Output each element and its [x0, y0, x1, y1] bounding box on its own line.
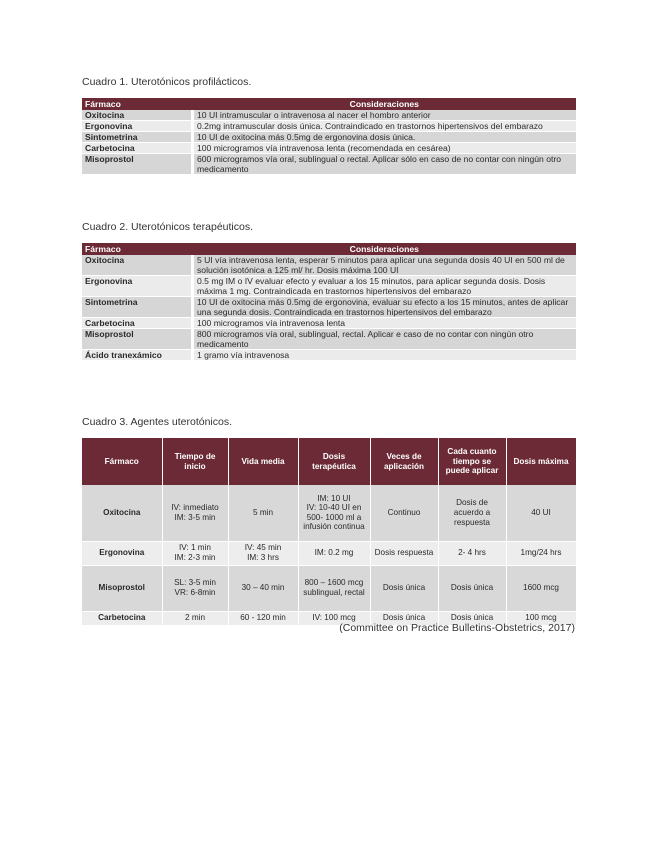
table-cell: 1mg/24 hrs — [506, 541, 576, 565]
table-cell: Dosis única — [370, 611, 438, 625]
table-row — [82, 329, 576, 350]
table-cell: Dosis única — [438, 611, 506, 625]
cell-farmaco: Sintometrina — [82, 297, 193, 318]
table-row — [82, 143, 576, 154]
table-cell: Dosis única — [370, 565, 438, 611]
cell-consideraciones: 0.2mg intramuscular dosis única. Contraindicado en trastornos hipertensivos del embarazo — [193, 121, 577, 132]
table-row — [82, 276, 576, 297]
cuadro1-table — [82, 98, 576, 175]
cuadro3-caption: Cuadro 3. Agentes uterotónicos. — [82, 416, 233, 428]
cell-farmaco: Ácido tranexámico — [82, 350, 193, 361]
header-vida-media: Vida media — [228, 438, 298, 485]
cell-consideraciones: 100 microgramos vía intravenosa lenta — [193, 318, 577, 329]
table-cell: 60 - 120 min — [228, 611, 298, 625]
cell-farmaco: Misoprostol — [82, 154, 193, 175]
cell-consideraciones: 100 microgramos vía intravenosa lenta (recomendada en cesárea) — [193, 143, 577, 154]
cell-farmaco: Ergonovina — [82, 121, 193, 132]
table-cell: Ergonovina — [82, 541, 162, 565]
table-cell: 2 min — [162, 611, 228, 625]
table-row — [82, 565, 576, 611]
table-cell: 40 UI — [506, 485, 576, 541]
table-row — [82, 255, 576, 276]
table-cell: 5 min — [228, 485, 298, 541]
cell-consideraciones: 5 UI vía intravenosa lenta, esperar 5 minutos para aplicar una segunda dosis 40 UI en 500 ml de solución isotónica a 125 ml/ hr. Dosis máxima 100 UI — [193, 255, 577, 276]
cuadro1-caption: Cuadro 1. Uterotónicos profilácticos. — [82, 76, 252, 88]
cuadro2-caption: Cuadro 2. Uterotónicos terapéuticos. — [82, 221, 254, 233]
header-farmaco: Fármaco — [82, 98, 193, 110]
table-cell: IM: 0.2 mg — [298, 541, 370, 565]
table-cell: 2- 4 hrs — [438, 541, 506, 565]
table-row — [82, 350, 576, 361]
cell-consideraciones: 0.5 mg IM o IV evaluar efecto y evaluar a los 15 minutos, para aplicar segunda dosis. Dosis máxima 1 mg. Contraindicada en trastornos hipertensivos del embarazo — [193, 276, 577, 297]
table-cell: IV: inmediato IM: 3-5 min — [162, 485, 228, 541]
header-farmaco: Fármaco — [82, 438, 162, 485]
table-cell: Dosis de acuerdo a respuesta — [438, 485, 506, 541]
header-consideraciones: Consideraciones — [193, 243, 577, 255]
header-dosis-maxima: Dosis máxima — [506, 438, 576, 485]
table-row — [82, 485, 576, 541]
cell-consideraciones: 1 gramo vía intravenosa — [193, 350, 577, 361]
table-cell: 800 – 1600 mcg sublingual, rectal — [298, 565, 370, 611]
header-tiempo-inicio: Tiempo de inicio — [162, 438, 228, 485]
table-row — [82, 132, 576, 143]
table-row — [82, 297, 576, 318]
table-cell: Continuo — [370, 485, 438, 541]
table-row — [82, 541, 576, 565]
cell-farmaco: Oxitocina — [82, 255, 193, 276]
cell-farmaco: Misoprostol — [82, 329, 193, 350]
header-consideraciones: Consideraciones — [193, 98, 577, 110]
cell-farmaco: Carbetocina — [82, 318, 193, 329]
header-farmaco: Fármaco — [82, 243, 193, 255]
header-veces-aplicacion: Veces de aplicación — [370, 438, 438, 485]
table-cell: IM: 10 UI IV: 10-40 UI en 500- 1000 ml a infusión continua — [298, 485, 370, 541]
table-row — [82, 318, 576, 329]
citation: (Committee on Practice Bulletins-Obstetrics, 2017) — [339, 622, 575, 634]
cell-farmaco: Oxitocina — [82, 110, 193, 121]
table-cell: Misoprostol — [82, 565, 162, 611]
cuadro3-table — [82, 438, 577, 626]
table-cell: IV: 100 mcg — [298, 611, 370, 625]
cuadro2-table — [82, 243, 576, 361]
header-cada-cuanto: Cada cuanto tiempo se puede aplicar — [438, 438, 506, 485]
table-cell: Oxitocina — [82, 485, 162, 541]
table-row — [82, 154, 576, 175]
table-cell: Carbetocina — [82, 611, 162, 625]
cell-consideraciones: 10 UI intramuscular o intravenosa al nacer el hombro anterior — [193, 110, 577, 121]
cell-farmaco: Carbetocina — [82, 143, 193, 154]
table-cell: Dosis única — [438, 565, 506, 611]
cell-consideraciones: 10 UI de oxitocina más 0.5mg de ergonovina, evaluar su efecto a los 15 minutos, antes de aplicar una segunda dosis. Contraindicada en trastornos hipertensivos del embarazo — [193, 297, 577, 318]
table-cell: Dosis respuesta — [370, 541, 438, 565]
table-cell: 1600 mcg — [506, 565, 576, 611]
cell-consideraciones: 10 UI de oxitocina más 0.5mg de ergonovina dosis única. — [193, 132, 577, 143]
table-cell: 100 mcg — [506, 611, 576, 625]
header-dosis-terapeutica: Dosis terapéutica — [298, 438, 370, 485]
table-row — [82, 110, 576, 121]
table-cell: IV: 45 min IM: 3 hrs — [228, 541, 298, 565]
table-cell: 30 – 40 min — [228, 565, 298, 611]
table-cell: IV: 1 min IM: 2-3 min — [162, 541, 228, 565]
cell-farmaco: Ergonovina — [82, 276, 193, 297]
cell-consideraciones: 600 microgramos vía oral, sublingual o rectal. Aplicar sólo en caso de no contar con ningún otro medicamento — [193, 154, 577, 175]
cell-farmaco: Sintometrina — [82, 132, 193, 143]
table-cell: SL: 3-5 min VR: 6-8min — [162, 565, 228, 611]
table-row — [82, 121, 576, 132]
cell-consideraciones: 800 microgramos vía oral, sublingual, rectal. Aplicar e caso de no contar con ningún otro medicamento — [193, 329, 577, 350]
